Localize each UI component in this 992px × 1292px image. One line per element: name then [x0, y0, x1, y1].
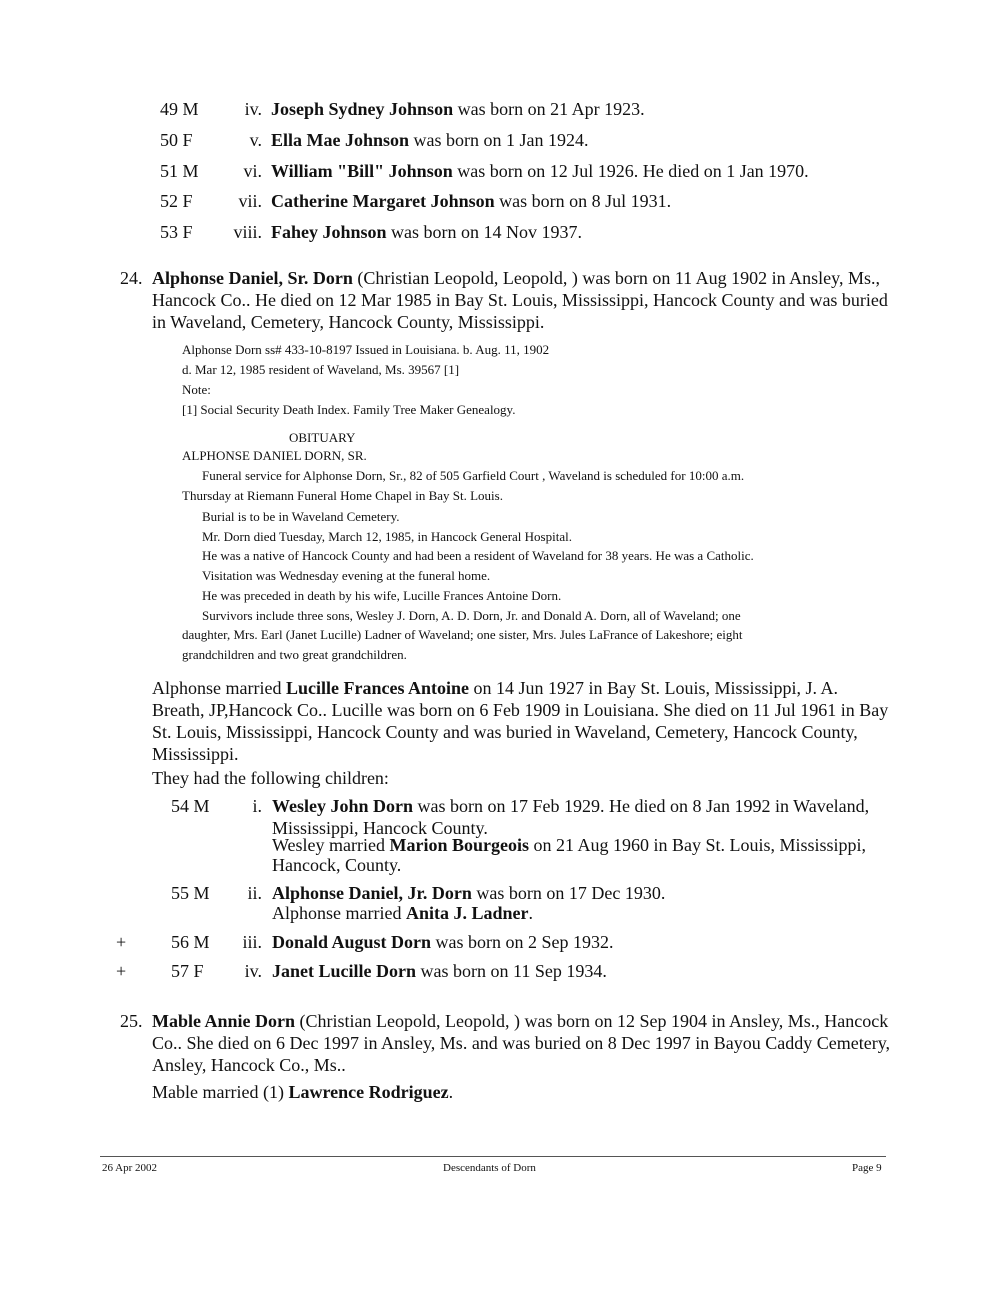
child-name: Alphonse Daniel, Jr. Dorn: [272, 883, 472, 903]
child-line: [272, 882, 665, 904]
child-id: 51 M: [160, 161, 199, 181]
marriage-line: Mississippi.: [152, 744, 239, 764]
obituary-line: Visitation was Wednesday evening at the funeral home.: [202, 568, 491, 583]
obituary-line: Funeral service for Alphonse Dorn, Sr., 82 of 505 Garfield Court , Waveland is scheduled for 10:00 a.m.: [202, 468, 745, 483]
footer-title: Descendants of Dorn: [443, 1162, 536, 1174]
footer-page: Page 9: [852, 1162, 882, 1174]
entry-text: (Christian Leopold, Leopold, ) was born on 11 Aug 1902 in Ansley, Ms.,: [352, 268, 880, 288]
child-text: was born on 17 Feb 1929. He died on 8 Jan 1992 in Waveland,: [413, 796, 870, 816]
person-name: Alphonse Daniel, Sr. Dorn: [152, 268, 353, 288]
marriage-line: Breath, JP,Hancock Co.. Lucille was born on 6 Feb 1909 in Louisiana. She died on 11 Jul 1961 in Bay: [152, 700, 889, 720]
children-intro: They had the following children:: [152, 768, 389, 788]
entry-line: Ansley, Hancock Co., Ms..: [152, 1055, 346, 1075]
obituary-line: Survivors include three sons, Wesley J. Dorn, A. D. Dorn, Jr. and Donald A. Dorn, all of Waveland; one: [202, 608, 741, 623]
entry-line: in Waveland, Cemetery, Hancock County, Mississippi.: [152, 312, 545, 332]
descendant-marker: +: [116, 961, 127, 981]
child-line: [271, 190, 671, 212]
child-line: [271, 129, 589, 151]
obituary-line: He was preceded in death by his wife, Lucille Frances Antoine Dorn.: [202, 588, 562, 603]
child-roman: iv.: [244, 961, 262, 981]
child-id: 57 F: [171, 961, 204, 981]
marriage-text: on 21 Aug 1960 in Bay St. Louis, Mississippi,: [529, 835, 867, 855]
marriage-text: on 14 Jun 1927 in Bay St. Louis, Mississippi, J. A.: [468, 678, 839, 698]
entry-number: 24.: [120, 268, 143, 288]
marriage-text: Mable married (1): [152, 1082, 289, 1102]
child-id: 53 F: [160, 222, 193, 242]
child-name: Donald August Dorn: [272, 932, 432, 952]
child-name: Ella Mae Johnson: [271, 130, 410, 150]
person-name: Mable Annie Dorn: [152, 1011, 296, 1031]
child-name: Wesley John Dorn: [272, 796, 414, 816]
marriage-text: Wesley married: [272, 835, 390, 855]
child-text: was born on 12 Jul 1926. He died on 1 Jan 1970.: [452, 161, 809, 181]
obituary-line: Thursday at Riemann Funeral Home Chapel in Bay St. Louis.: [182, 488, 503, 503]
child-text: was born on 14 Nov 1937.: [386, 222, 583, 242]
note-line: Note:: [182, 382, 211, 397]
footer-date: 26 Apr 2002: [102, 1162, 157, 1174]
child-roman: ii.: [247, 883, 262, 903]
obituary-name: ALPHONSE DANIEL DORN, SR.: [182, 448, 367, 463]
child-line: [272, 960, 607, 982]
obituary-line: daughter, Mrs. Earl (Janet Lucille) Ladner of Waveland; one sister, Mrs. Jules LaFrance of Lakeshore; eight: [182, 627, 743, 642]
child-name: Fahey Johnson: [271, 222, 387, 242]
entry-line: Co.. She died on 6 Dec 1997 in Ansley, Ms. and was buried on 8 Dec 1997 in Bayou Caddy Cemetery,: [152, 1033, 891, 1053]
obituary-line: grandchildren and two great grandchildren.: [182, 647, 407, 662]
child-text: was born on 11 Sep 1934.: [416, 961, 607, 981]
child-marriage: [272, 834, 866, 856]
child-text: was born on 1 Jan 1924.: [409, 130, 589, 150]
descendant-marker: +: [116, 932, 127, 952]
child-marriage: [272, 902, 533, 924]
footer-divider: [100, 1156, 886, 1157]
note-line: [1] Social Security Death Index. Family Tree Maker Genealogy.: [182, 402, 516, 417]
obituary-line: Mr. Dorn died Tuesday, March 12, 1985, in Hancock General Hospital.: [202, 529, 572, 544]
child-name: Joseph Sydney Johnson: [271, 99, 454, 119]
child-roman: i.: [252, 796, 262, 816]
child-id: 55 M: [171, 883, 210, 903]
child-roman: vi.: [243, 161, 262, 181]
child-text: was born on 17 Dec 1930.: [471, 883, 666, 903]
entry-line: Hancock Co.. He died on 12 Mar 1985 in Bay St. Louis, Mississippi, Hancock County and was buried: [152, 290, 888, 310]
child-id: 56 M: [171, 932, 210, 952]
child-name: Janet Lucille Dorn: [272, 961, 416, 981]
child-line: [271, 221, 582, 243]
child-name: William "Bill" Johnson: [271, 161, 453, 181]
note-line: d. Mar 12, 1985 resident of Waveland, Ms. 39567 [1]: [182, 362, 460, 377]
child-roman: iii.: [242, 932, 262, 952]
child-id: 49 M: [160, 99, 199, 119]
marriage-text: .: [448, 1082, 454, 1102]
child-roman: iv.: [244, 99, 262, 119]
child-line: [272, 795, 869, 817]
marriage-text: Alphonse married: [272, 903, 406, 923]
child-roman: viii.: [233, 222, 262, 242]
entry-text: (Christian Leopold, Leopold, ) was born on 12 Sep 1904 in Ansley, Ms., Hancock: [295, 1011, 889, 1031]
spouse-name: Lawrence Rodriguez: [288, 1082, 449, 1102]
entry-line: [152, 1010, 888, 1032]
obituary-line: He was a native of Hancock County and had been a resident of Waveland for 38 years. He was a Catholic.: [202, 548, 754, 563]
marriage-line: [152, 677, 838, 699]
note-line: Alphonse Dorn ss# 433-10-8197 Issued in Louisiana. b. Aug. 11, 1902: [182, 342, 550, 357]
entry-number: 25.: [120, 1011, 143, 1031]
spouse-name: Anita J. Ladner: [405, 903, 529, 923]
marriage-line: [152, 1081, 453, 1103]
child-id: 52 F: [160, 191, 193, 211]
spouse-name: Marion Bourgeois: [389, 835, 530, 855]
child-line: Mississippi, Hancock County.: [272, 818, 488, 838]
marriage-text: Alphonse married: [152, 678, 286, 698]
marriage-line: St. Louis, Mississippi, Hancock County and was buried in Waveland, Cemetery, Hancock County,: [152, 722, 858, 742]
child-line: [272, 931, 614, 953]
child-line: [271, 160, 809, 182]
child-roman: vii.: [238, 191, 262, 211]
child-roman: v.: [249, 130, 262, 150]
obituary-heading: OBITUARY: [289, 430, 356, 445]
child-id: 54 M: [171, 796, 210, 816]
child-text: was born on 21 Apr 1923.: [453, 99, 645, 119]
child-line: [271, 98, 645, 120]
child-name: Catherine Margaret Johnson: [271, 191, 495, 211]
child-text: was born on 8 Jul 1931.: [494, 191, 672, 211]
child-text: was born on 2 Sep 1932.: [431, 932, 614, 952]
marriage-text: .: [528, 903, 533, 923]
entry-line: [152, 267, 880, 289]
child-id: 50 F: [160, 130, 193, 150]
spouse-name: Lucille Frances Antoine: [285, 678, 469, 698]
child-marriage: Hancock, County.: [272, 855, 402, 875]
obituary-line: Burial is to be in Waveland Cemetery.: [202, 509, 400, 524]
